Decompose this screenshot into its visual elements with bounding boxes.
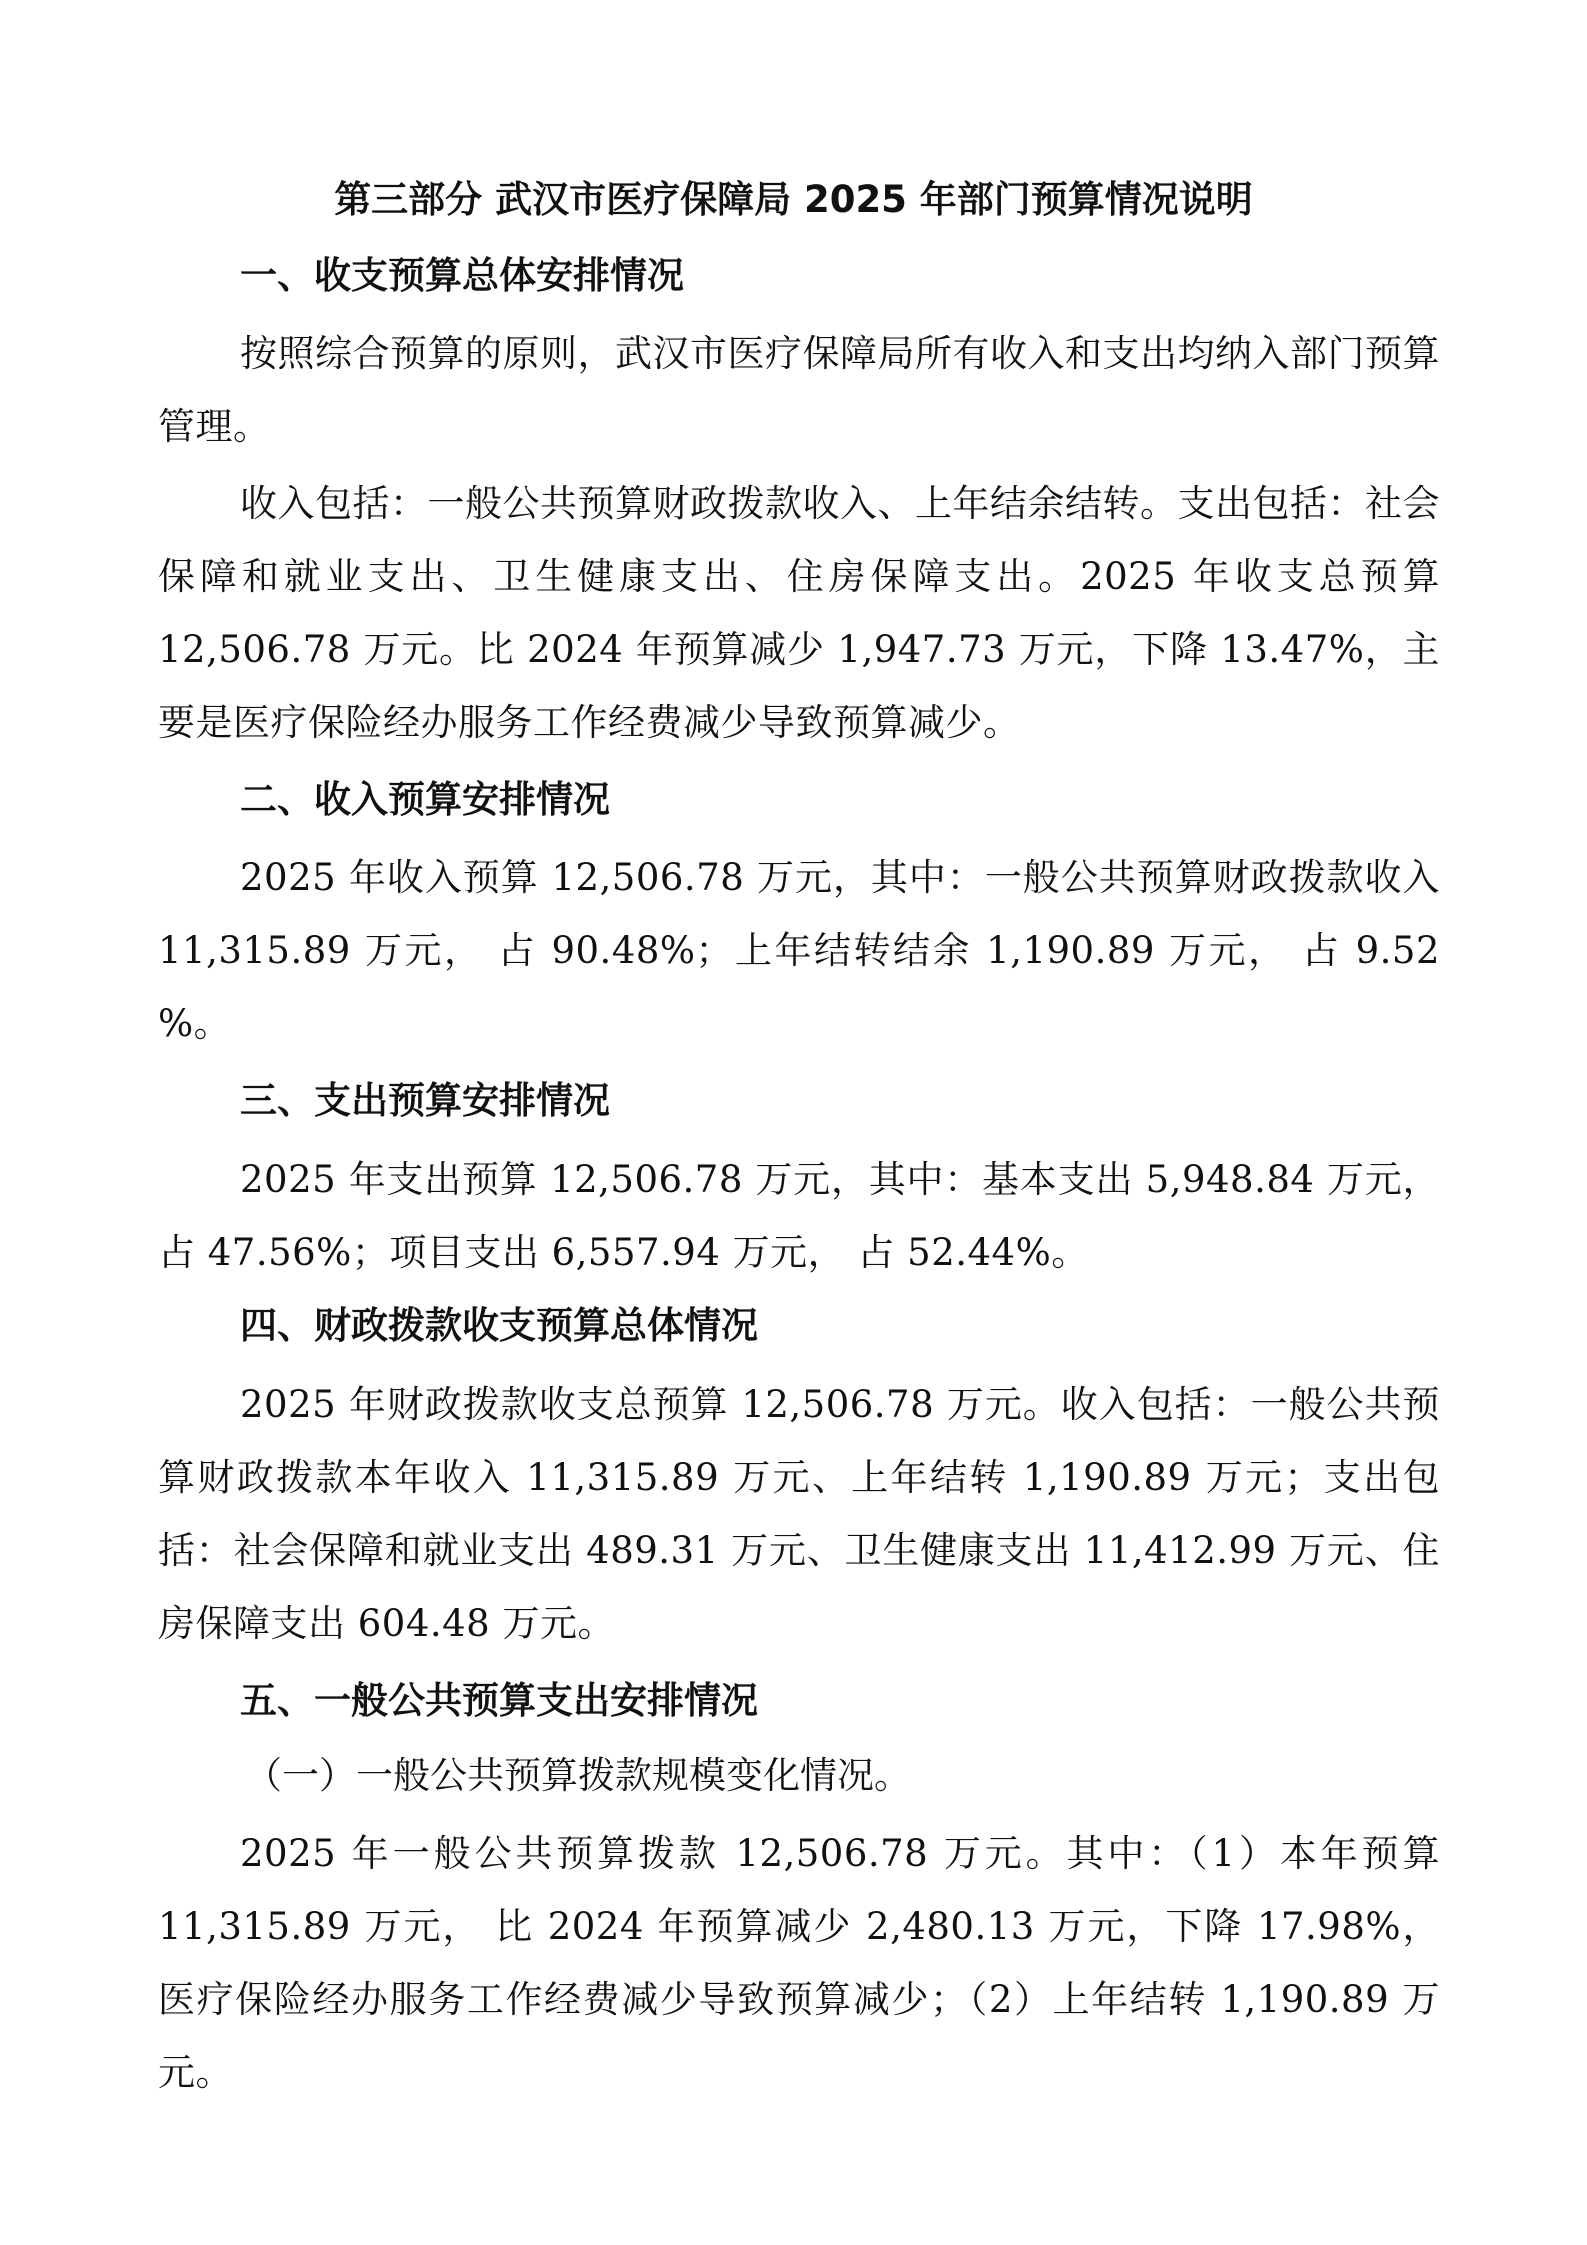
section-5-subheading: （一）一般公共预算拨款规模变化情况。 xyxy=(245,1754,911,1797)
section-heading-3: 三、支出预算安排情况 xyxy=(240,1079,610,1122)
section-heading-4: 四、财政拨款收支预算总体情况 xyxy=(240,1304,758,1347)
section-1-paragraph-2: 收入包括：一般公共预算财政拨款收入、上年结余结转。支出包括：社会保障和就业支出、卫生健康支出、住房保障支出。2025 年收支总预算 12,506.78 万元。比 2024 年预算减少 1,947.73 万元，下降 13.47%，主要是医疗保险经办服务工作经费减少导致预算减少。 xyxy=(158,482,1440,744)
section-4-paragraph-1: 2025 年财政拨款收支总预算 12,506.78 万元。收入包括：一般公共预算财政拨款本年收入 11,315.89 万元、上年结转 1,190.89 万元；支出包括：社会保障和就业支出 489.31 万元、卫生健康支出 11,412.99 万元、住房保障支出 604.48 万元。 xyxy=(158,1383,1440,1645)
section-3-paragraph-1: 2025 年支出预算 12,506.78 万元，其中：基本支出 5,948.84 万元， 占 47.56%；项目支出 6,557.94 万元， 占 52.44%。 xyxy=(158,1158,1440,1274)
section-heading-1: 一、收支预算总体安排情况 xyxy=(240,254,684,297)
document-title: 第三部分 武汉市医疗保障局 2025 年部门预算情况说明 xyxy=(334,178,1253,221)
section-heading-5: 五、一般公共预算支出安排情况 xyxy=(240,1679,758,1722)
section-1-paragraph-1: 按照综合预算的原则，武汉市医疗保障局所有收入和支出均纳入部门预算管理。 xyxy=(158,332,1440,448)
section-heading-2: 二、收入预算安排情况 xyxy=(240,778,610,821)
section-2-paragraph-1: 2025 年收入预算 12,506.78 万元，其中：一般公共预算财政拨款收入 11,315.89 万元， 占 90.48%；上年结转结余 1,190.89 万元， 占 9.52 %。 xyxy=(158,856,1440,1045)
section-5-paragraph-1: 2025 年一般公共预算拨款 12,506.78 万元。其中：（1）本年预算 11,315.89 万元， 比 2024 年预算减少 2,480.13 万元，下降 17.98%，医疗保险经办服务工作经费减少导致预算减少；（2）上年结转 1,190.89 万元。 xyxy=(158,1832,1440,2094)
